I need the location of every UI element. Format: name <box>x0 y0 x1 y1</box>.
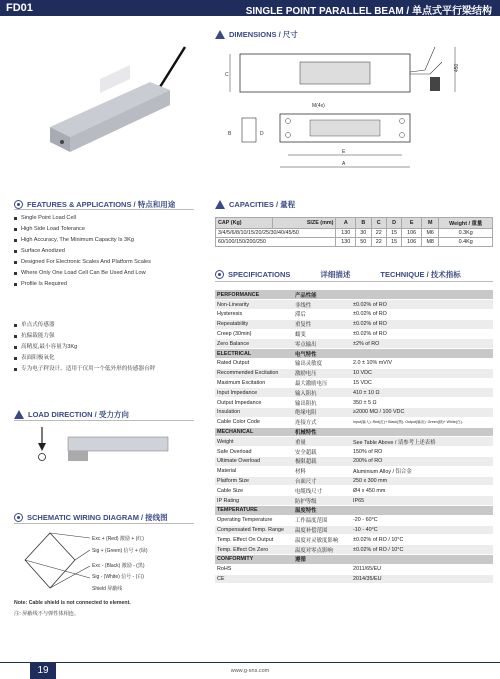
list-item-cont: Where Only One Load Cell Can Be Used And Low <box>14 268 151 279</box>
spec-param-cn <box>293 564 351 574</box>
table-row <box>215 486 493 496</box>
table-row <box>215 329 493 339</box>
dim-e-label: E <box>342 149 346 155</box>
top-view-pattern <box>300 62 370 84</box>
spec-value: 250 x 300 mm <box>351 476 493 486</box>
spec-value: 2011/65/EU <box>351 564 493 574</box>
spec-param: Non-Linearity <box>215 300 293 310</box>
note-en: Note: Cable shield is not connected to element. <box>14 600 131 606</box>
c-cell: 22 <box>371 229 386 238</box>
spec-value: Ø4 x 450 mm <box>351 486 493 496</box>
spec-param-cn: 电气特性 <box>293 349 351 359</box>
divider <box>215 281 493 282</box>
spec-value: Input(输入): Red(红)+ Black(黑)- Output(输出): Green(绿)+ White(白)- <box>351 417 493 427</box>
spec-value: ±0.02% of RO <box>351 310 493 320</box>
wire-sig-minus: Sig - (White) 信号 - (白) <box>92 574 144 580</box>
table-row <box>215 319 493 329</box>
spec-param-cn: 温度对灵敏度影响 <box>293 535 351 545</box>
beam-hole <box>60 140 64 144</box>
spec-param-cn: 温度补偿范围 <box>293 525 351 535</box>
cap-cell: 60/100/150/200/250 <box>216 238 336 247</box>
spec-param: Ultimate Overload <box>215 457 293 467</box>
b-cell: 50 <box>356 238 371 247</box>
spec-param: Maximum Excitation <box>215 378 293 388</box>
capacities-heading <box>215 199 295 210</box>
spec-param-cn: 产品性能 <box>293 290 351 300</box>
spec-param: Material <box>215 466 293 476</box>
spec-value: 200% of RO <box>351 457 493 467</box>
table-row <box>215 378 493 388</box>
spec-value: ±2% of RO <box>351 339 493 349</box>
spec-param-cn: 台面尺寸 <box>293 476 351 486</box>
spec-param-cn: 零点输出 <box>293 339 351 349</box>
spec-param: Input Impedance <box>215 388 293 398</box>
spec-param: RoHS <box>215 564 293 574</box>
spec-param: Creep (30min) <box>215 329 293 339</box>
technique-title: TECHNIQUE / 技术指标 <box>380 270 461 279</box>
triangle-icon <box>215 200 225 209</box>
capacity-table <box>215 217 493 247</box>
spec-param: Platform Size <box>215 476 293 486</box>
table-row <box>215 447 493 457</box>
list-item: Surface Anodized <box>14 246 151 257</box>
spec-param-cn: 遵循 <box>293 555 351 565</box>
e-cell: 106 <box>402 229 422 238</box>
spec-param-cn: 激励电压 <box>293 368 351 378</box>
triangle-icon <box>14 410 24 419</box>
spec-param: Recommended Excitation <box>215 368 293 378</box>
wiring-diagram <box>20 528 200 598</box>
spec-param-cn: 工作温度范围 <box>293 515 351 525</box>
spec-param: PERFORMANCE <box>215 290 293 300</box>
list-item: 表面阳极氧化 <box>14 353 155 364</box>
spec-value: 410 ± 10 Ω <box>351 388 493 398</box>
bridge-circuit <box>25 533 75 588</box>
cap-cell: 3/4/5/6/8/10/15/20/25/30/40/45/50 <box>216 229 336 238</box>
specifications-title: SPECIFICATIONS <box>228 270 291 279</box>
table-row <box>216 238 493 247</box>
list-item: 抗偏载能力强 <box>14 331 155 342</box>
divider <box>14 209 194 210</box>
spec-value: ≥2000 MΩ / 100 VDC <box>351 408 493 418</box>
table-row <box>215 368 493 378</box>
spec-param-cn <box>293 574 351 584</box>
a-cell: 130 <box>336 229 356 238</box>
spec-param: Repeatability <box>215 319 293 329</box>
spec-value: 15 VDC <box>351 378 493 388</box>
spec-param: Rated Output <box>215 359 293 369</box>
spec-value: 350 ± 5 Ω <box>351 398 493 408</box>
list-item: High Accuracy, The Minimum Capacity Is 3Kg <box>14 235 151 246</box>
a-cell: 130 <box>336 238 356 247</box>
spec-group-row <box>215 506 493 516</box>
capacities-title: CAPACITIES / 量程 <box>229 200 296 209</box>
spec-param-cn: 电缆线尺寸 <box>293 486 351 496</box>
beam-label <box>100 65 130 93</box>
spec-param: Zero Balance <box>215 339 293 349</box>
wire-shield: Shield 屏蔽线 <box>92 586 123 592</box>
table-row <box>215 408 493 418</box>
m-cell: M8 <box>421 238 439 247</box>
spec-value: See Table Above / 请参考上述表格 <box>351 437 493 447</box>
note-cn: 注: 屏蔽线不与弹性体相连。 <box>14 611 80 617</box>
spec-param-cn: 连接方式 <box>293 417 351 427</box>
wire-exc-plus: Exc + (Red) 激励 + (红) <box>92 536 144 542</box>
spec-value: IP65 <box>351 496 493 506</box>
size-header: SIZE (mm) <box>273 218 336 229</box>
page-number: 19 <box>30 663 56 679</box>
page-header <box>0 0 500 16</box>
spec-value: 10 VDC <box>351 368 493 378</box>
list-item: 高精度,最小容量为3Kg <box>14 342 155 353</box>
list-item: Designed For Electronic Scales And Platform Scales <box>14 257 151 268</box>
gear-icon <box>215 270 224 279</box>
list-item: 专为电子秤设计、适用于仅用一个低外形的传感器台秤 <box>14 364 155 375</box>
load-point-icon <box>39 454 46 461</box>
table-row <box>215 437 493 447</box>
spec-param-cn: 材料 <box>293 466 351 476</box>
a-header: A <box>336 218 356 229</box>
load-title: LOAD DIRECTION / 受力方向 <box>28 410 129 419</box>
footer-rule <box>0 662 500 663</box>
table-row <box>215 515 493 525</box>
product-photo <box>40 42 190 152</box>
gear-icon <box>14 513 23 522</box>
e-header: E <box>402 218 422 229</box>
table-row <box>216 229 493 238</box>
wire-exc-minus: Exc - (Black) 激励 - (黑) <box>92 563 145 569</box>
table-row <box>215 525 493 535</box>
spec-value: -10 - 40°C <box>351 525 493 535</box>
specifications-heading <box>215 269 461 280</box>
table-row <box>215 545 493 555</box>
spec-param-cn: 温度特性 <box>293 506 351 516</box>
spec-group-row <box>215 290 493 300</box>
m-header: M <box>421 218 439 229</box>
spec-group-row <box>215 427 493 437</box>
spec-param: Safe Overload <box>215 447 293 457</box>
table-row <box>215 339 493 349</box>
spec-value: ±0.02% of RO / 10°C <box>351 545 493 555</box>
spec-param-cn: 重量 <box>293 437 351 447</box>
dimension-drawing <box>220 42 495 182</box>
spec-param: ELECTRICAL <box>215 349 293 359</box>
spec-param: TEMPERATURE <box>215 506 293 516</box>
page-title: SINGLE POINT PARALLEL BEAM / 单点式平行梁结构 <box>245 6 492 17</box>
spec-param: Insulation <box>215 408 293 418</box>
features-list-en <box>14 213 151 290</box>
spec-param-cn: 绝缘电阻 <box>293 408 351 418</box>
spec-param-cn: 非线性 <box>293 300 351 310</box>
b-header: B <box>356 218 371 229</box>
spec-table <box>215 290 493 584</box>
cable-length-label: 450 <box>454 63 460 72</box>
spec-param-cn: 安全超载 <box>293 447 351 457</box>
spec-param: CONFORMITY <box>215 555 293 565</box>
spec-param-cn: 机械特性 <box>293 427 351 437</box>
table-row <box>215 564 493 574</box>
product-code: FD01 <box>6 2 33 14</box>
spec-param: IP Rating <box>215 496 293 506</box>
table-row <box>215 300 493 310</box>
spec-param: Weight <box>215 437 293 447</box>
weight-cell: 0.3Kg <box>439 229 493 238</box>
spec-param-cn: 最大激励电压 <box>293 378 351 388</box>
table-row <box>215 398 493 408</box>
spec-param-cn: 极限超载 <box>293 457 351 467</box>
dim-b-label: B <box>228 131 232 137</box>
table-row <box>215 388 493 398</box>
table-row <box>215 574 493 584</box>
table-row <box>215 417 493 427</box>
load-cell-shape <box>68 437 168 451</box>
wiring-heading <box>14 512 168 523</box>
spec-value: 2014/35/EU <box>351 574 493 584</box>
wiring-title: SCHEMATIC WIRING DIAGRAM / 接线图 <box>27 513 168 522</box>
spec-param: Output Impedance <box>215 398 293 408</box>
list-item: High Side Load Tolerance <box>14 224 151 235</box>
side-view-pattern <box>310 120 380 136</box>
c-header: C <box>371 218 386 229</box>
spec-value: ±0.02% of RO <box>351 329 493 339</box>
triangle-icon <box>215 30 225 39</box>
spec-param-cn: 输出阻抗 <box>293 398 351 408</box>
weight-cell: 0.4Kg <box>439 238 493 247</box>
list-item-cont: Profile Is Required <box>14 279 151 290</box>
table-row <box>215 535 493 545</box>
footer-url: www.g-sns.com <box>230 668 270 674</box>
c-cell: 22 <box>371 238 386 247</box>
divider <box>14 420 194 421</box>
dimensions-heading <box>215 29 298 40</box>
features-title: FEATURES & APPLICATIONS / 特点和用途 <box>27 200 176 209</box>
spec-param-cn: 蠕变 <box>293 329 351 339</box>
spec-value: -20 - 60°C <box>351 515 493 525</box>
spec-param: CE <box>215 574 293 584</box>
wire-sig-plus: Sig + (Green) 信号 + (绿) <box>92 548 148 554</box>
divider <box>14 523 194 524</box>
spec-param: Compensated Temp. Range <box>215 525 293 535</box>
b-cell: 30 <box>356 229 371 238</box>
spec-value: 150% of RO <box>351 447 493 457</box>
end-view-outline <box>242 118 256 142</box>
load-direction-diagram <box>28 425 188 475</box>
table-row <box>215 496 493 506</box>
list-item: 单点式传感器 <box>14 320 155 331</box>
d-cell: 15 <box>386 229 401 238</box>
spec-value: ±0.02% of RO / 10°C <box>351 535 493 545</box>
table-row <box>215 359 493 369</box>
spec-value: ±0.02% of RO <box>351 319 493 329</box>
spec-param-cn: 温度对零点影响 <box>293 545 351 555</box>
spec-param: MECHANICAL <box>215 427 293 437</box>
dim-c-label: C <box>225 72 229 78</box>
table-row <box>215 457 493 467</box>
cable-connector <box>430 77 440 91</box>
table-row <box>215 310 493 320</box>
spec-value <box>351 290 493 300</box>
load-heading <box>14 409 129 420</box>
dimensions-title: DIMENSIONS / 尺寸 <box>229 30 298 39</box>
dim-m-label: M(4x) <box>312 103 325 109</box>
spec-param-cn: 重复性 <box>293 319 351 329</box>
list-item: Single Point Load Cell <box>14 213 151 224</box>
dim-a-label: A <box>342 161 346 167</box>
cap-header: CAP (Kg) <box>216 218 273 229</box>
spec-value: ±0.02% of RO <box>351 300 493 310</box>
table-row <box>215 476 493 486</box>
e-cell: 106 <box>402 238 422 247</box>
spec-param: Cable Color Code <box>215 417 293 427</box>
spec-param: Operating Temperature <box>215 515 293 525</box>
weight-header: Weight / 重量 <box>439 218 493 229</box>
spec-value <box>351 506 493 516</box>
spec-param: Hysteresis <box>215 310 293 320</box>
spec-param-cn: 输出灵敏度 <box>293 359 351 369</box>
spec-value <box>351 349 493 359</box>
gear-icon <box>14 200 23 209</box>
spec-group-row <box>215 555 493 565</box>
spec-param-cn: 防护等级 <box>293 496 351 506</box>
spec-value: Aluminium Alloy / 铝合金 <box>351 466 493 476</box>
spec-detail-title: 详细描述 <box>320 270 351 279</box>
features-list-cn <box>14 320 155 375</box>
spec-param-cn: 滞后 <box>293 310 351 320</box>
spec-value <box>351 555 493 565</box>
spec-param: Cable Size <box>215 486 293 496</box>
mount-block <box>68 451 88 461</box>
dim-d-label: D <box>260 131 264 137</box>
cable-line <box>160 47 185 87</box>
spec-value: 2.0 ± 10% mV/V <box>351 359 493 369</box>
spec-param: Temp. Effect On Output <box>215 535 293 545</box>
spec-group-row <box>215 349 493 359</box>
m-cell: M6 <box>421 229 439 238</box>
d-cell: 15 <box>386 238 401 247</box>
table-row <box>215 466 493 476</box>
d-header: D <box>386 218 401 229</box>
spec-param: Temp. Effect On Zero <box>215 545 293 555</box>
spec-value <box>351 427 493 437</box>
spec-param-cn: 输入阻抗 <box>293 388 351 398</box>
